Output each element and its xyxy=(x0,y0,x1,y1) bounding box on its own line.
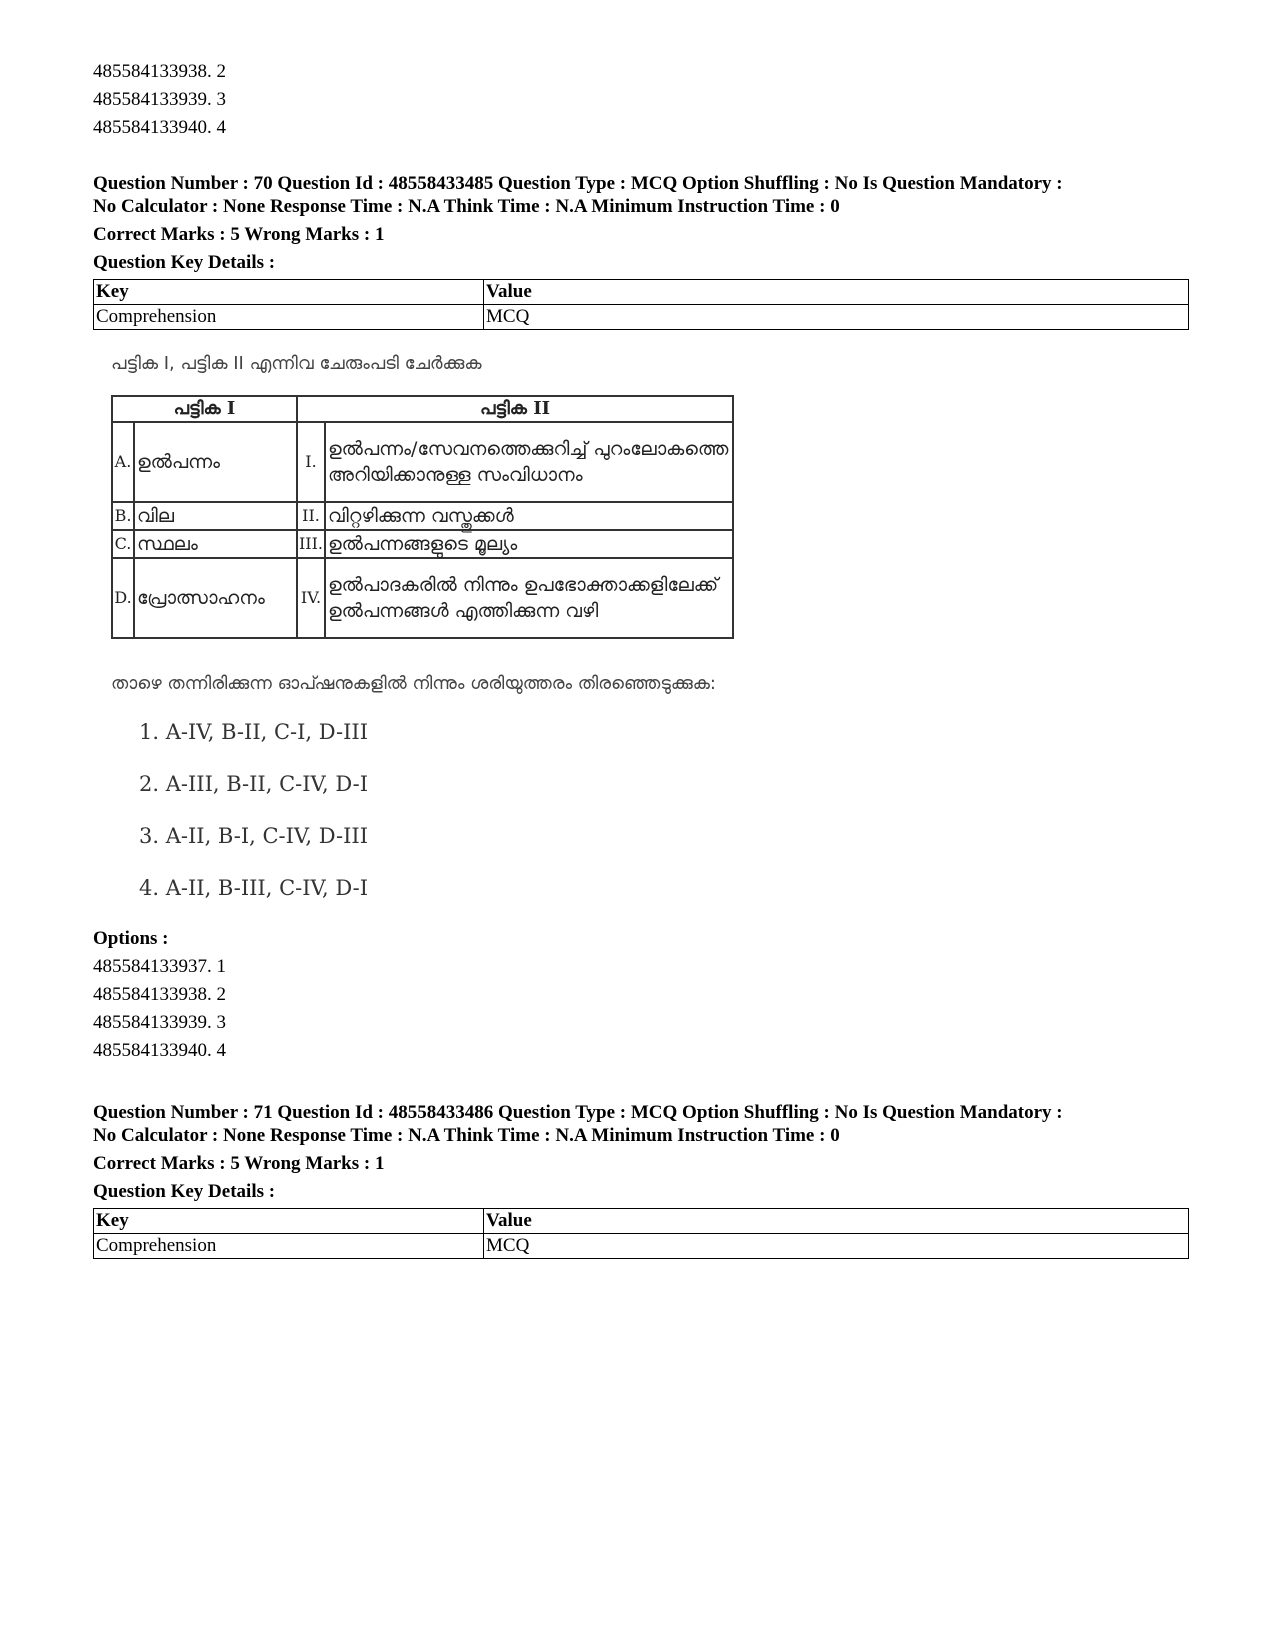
value-header: Value xyxy=(484,1209,1189,1234)
row-numeral: II. xyxy=(297,502,325,530)
answer-choice-3: 3. A-II, B-I, C-IV, D-III xyxy=(139,824,368,848)
row-numeral: III. xyxy=(297,530,325,558)
value-header: Value xyxy=(484,280,1189,305)
left-item: ഉൽപന്നം xyxy=(134,422,297,502)
answer-choice-4: 4. A-II, B-III, C-IV, D-I xyxy=(139,876,368,900)
table-header-row xyxy=(94,280,1189,305)
right-item: ഉൽപന്നങ്ങളുടെ മൂല്യം xyxy=(325,530,733,558)
match-header-row xyxy=(112,396,733,422)
options-label: Options : xyxy=(93,928,169,949)
match-instruction: പട്ടിക I, പട്ടിക II എന്നിവ ചേരുംപടി ചേർക്കുക xyxy=(111,353,482,374)
match-row xyxy=(112,422,733,502)
left-item: പ്രോത്സാഹനം xyxy=(134,558,297,638)
right-item: ഉൽപാദകരിൽ നിന്നും ഉപഭോക്താക്കളിലേക്ക് ഉൽപന്നങ്ങൾ എത്തിക്കുന്ന വഴി xyxy=(325,558,733,638)
option-line: 485584133939. 3 xyxy=(93,89,226,110)
marks-line: Correct Marks : 5 Wrong Marks : 1 xyxy=(93,1153,385,1174)
row-letter: A. xyxy=(112,422,134,502)
previous-options xyxy=(93,58,1189,142)
key-header: Key xyxy=(94,280,484,305)
match-table xyxy=(111,395,734,639)
key-cell: Comprehension xyxy=(94,1234,484,1259)
row-letter: D. xyxy=(112,558,134,638)
row-numeral: I. xyxy=(297,422,325,502)
question-header-line2: No Calculator : None Response Time : N.A Think Time : N.A Minimum Instruction Time : 0 xyxy=(93,1125,840,1146)
option-line: 485584133940. 4 xyxy=(93,1040,226,1061)
option-line: 485584133938. 2 xyxy=(93,61,226,82)
left-item: സ്ഥലം xyxy=(134,530,297,558)
key-header: Key xyxy=(94,1209,484,1234)
table-row xyxy=(94,1234,1189,1259)
select-instruction: താഴെ തന്നിരിക്കുന്ന ഓപ്ഷനുകളിൽ നിന്നും ശരിയുത്തരം തിരഞ്ഞെടുക്കുക: xyxy=(111,673,716,694)
question-header-line1: Question Number : 70 Question Id : 48558433485 Question Type : MCQ Option Shuffling : No Is Question Mandatory : xyxy=(93,173,1063,194)
document-page xyxy=(93,58,1189,1259)
answer-choice-2: 2. A-III, B-II, C-IV, D-I xyxy=(139,772,368,796)
match-row xyxy=(112,558,733,638)
question-image xyxy=(93,350,1189,925)
right-item: വിറ്റഴിക്കുന്ന വസ്തുക്കൾ xyxy=(325,502,733,530)
table-row xyxy=(94,305,1189,330)
question-header-line2: No Calculator : None Response Time : N.A Think Time : N.A Minimum Instruction Time : 0 xyxy=(93,196,840,217)
column-2-header: പട്ടിക II xyxy=(297,396,733,422)
option-line: 485584133939. 3 xyxy=(93,1012,226,1033)
row-numeral: IV. xyxy=(297,558,325,638)
match-row xyxy=(112,530,733,558)
value-cell: MCQ xyxy=(484,1234,1189,1259)
key-details-table xyxy=(93,1208,1189,1259)
marks-line: Correct Marks : 5 Wrong Marks : 1 xyxy=(93,224,385,245)
key-details-label: Question Key Details : xyxy=(93,1181,276,1202)
table-header-row xyxy=(94,1209,1189,1234)
row-letter: B. xyxy=(112,502,134,530)
left-item: വില xyxy=(134,502,297,530)
option-line: 485584133940. 4 xyxy=(93,117,226,138)
question-header-line1: Question Number : 71 Question Id : 48558433486 Question Type : MCQ Option Shuffling : No Is Question Mandatory : xyxy=(93,1102,1063,1123)
match-row xyxy=(112,502,733,530)
value-cell: MCQ xyxy=(484,305,1189,330)
option-line: 485584133937. 1 xyxy=(93,956,226,977)
key-cell: Comprehension xyxy=(94,305,484,330)
column-1-header: പട്ടിക I xyxy=(112,396,297,422)
option-line: 485584133938. 2 xyxy=(93,984,226,1005)
key-details-table xyxy=(93,279,1189,330)
question-70 xyxy=(93,172,1189,1065)
row-letter: C. xyxy=(112,530,134,558)
key-details-label: Question Key Details : xyxy=(93,252,276,273)
answer-choice-1: 1. A-IV, B-II, C-I, D-III xyxy=(139,720,368,744)
right-item: ഉൽപന്നം/സേവനത്തെക്കുറിച്ച് പുറംലോകത്തെ അറിയിക്കാനുള്ള സംവിധാനം xyxy=(325,422,733,502)
question-71 xyxy=(93,1101,1189,1259)
